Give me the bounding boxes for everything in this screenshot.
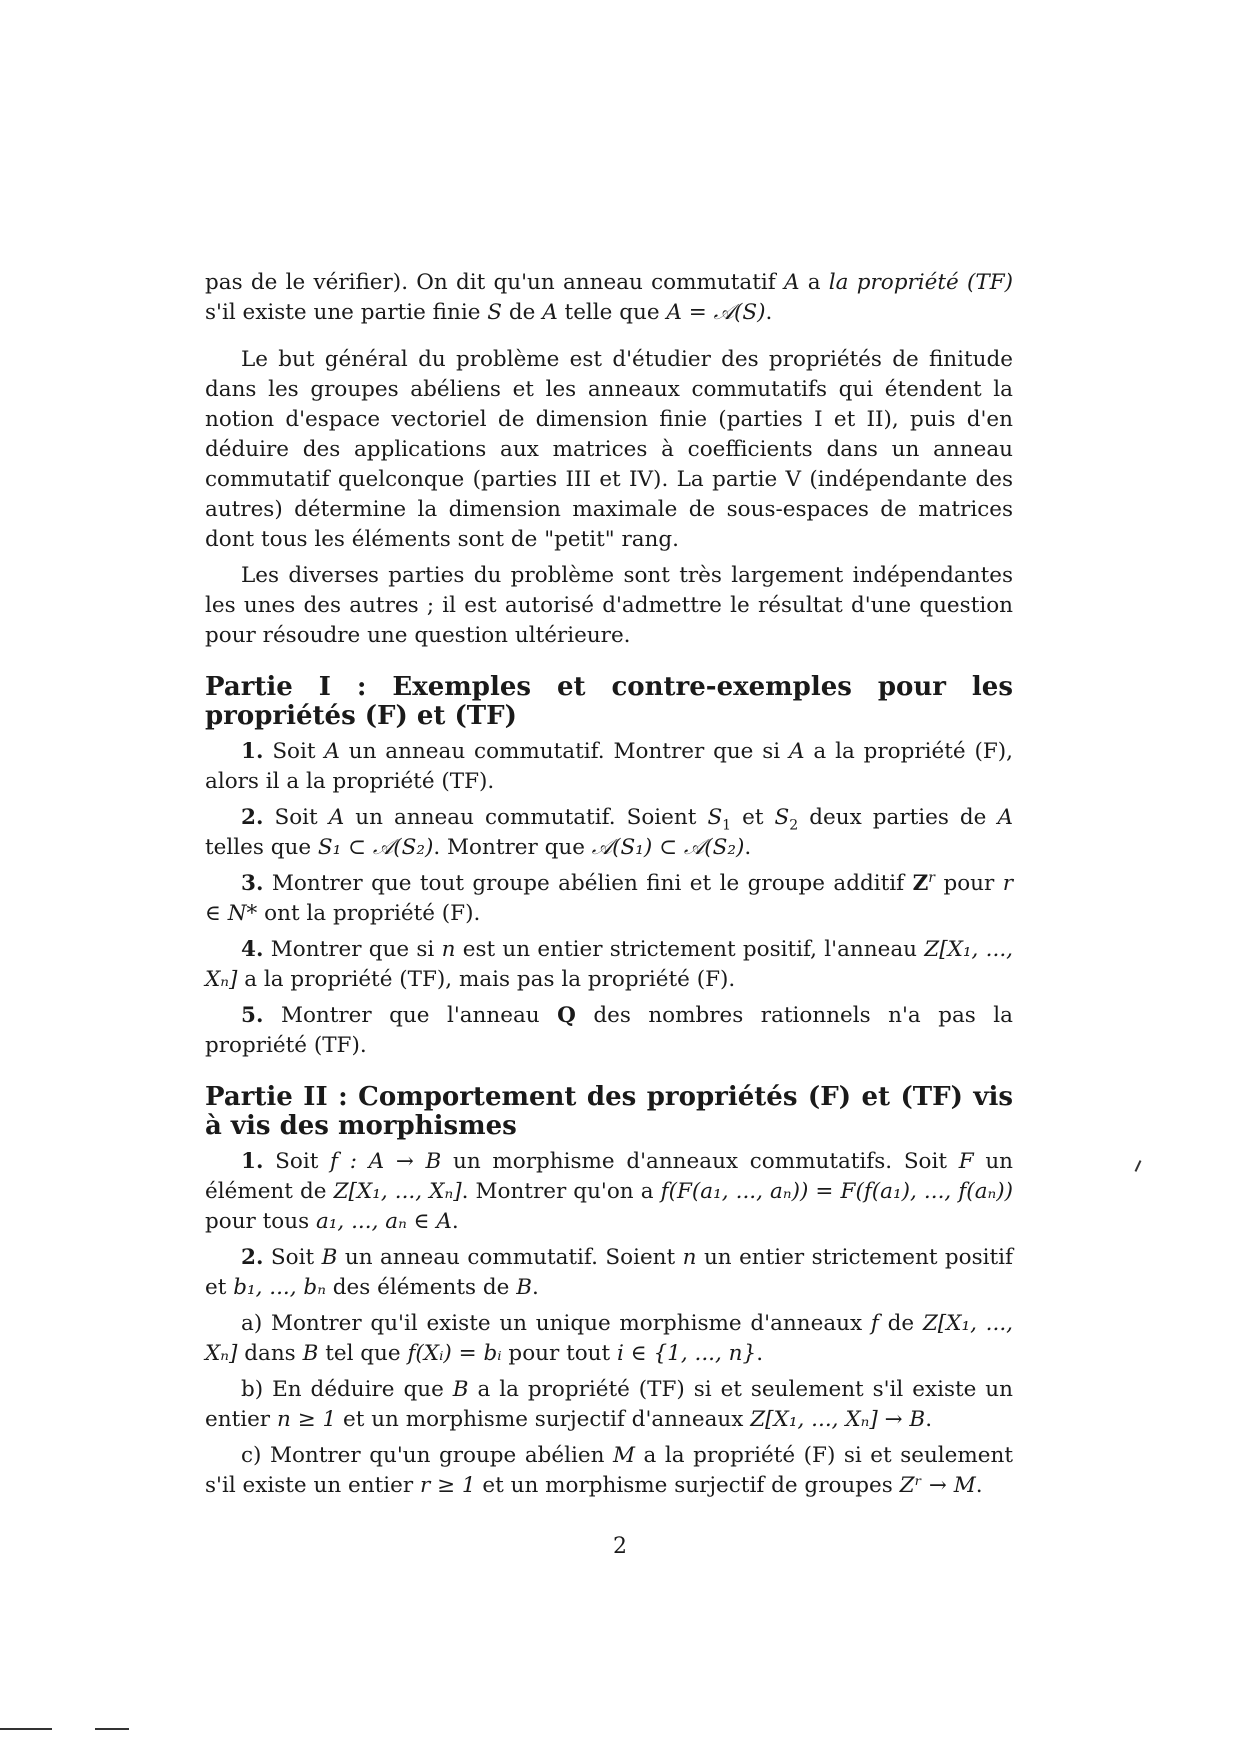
intro-paragraph-1: pas de le vérifier). On dit qu'un anneau commutatif A a la propriété (TF) s'il existe une partie finie S de A telle que A = 𝒜(S).: [205, 270, 1014, 325]
part2-question-2c: c) Montrer qu'un groupe abélien M a la propriété (F) si et seulement s'il existe un entier r ≥ 1 et un morphisme surjectif de groupes Zʳ → M.: [205, 1443, 1014, 1498]
part1-question-5: 5. Montrer que l'anneau Q des nombres rationnels n'a pas la propriété (TF).: [205, 1003, 1013, 1058]
part2-question-2a: a) Montrer qu'il existe un unique morphisme d'anneaux f de Z[X₁, ..., Xₙ] dans B tel que f(Xᵢ) = bᵢ pour tout i ∈ {1, ..., n}.: [205, 1311, 1014, 1366]
intro-paragraph-3: Les diverses parties du problème sont très largement indépendantes les unes des autres ; il est autorisé d'admettre le résultat d'une question pour résoudre une question ultérieure.: [205, 563, 1013, 648]
intro-section: [205, 268, 1013, 1501]
part2-question-1: 1. Soit f : A → B un morphisme d'anneaux commutatifs. Soit F un élément de Z[X₁, ..., Xₙ]. Montrer qu'on a f(F(a₁, ..., aₙ)) = F(f(a₁), ..., f(aₙ)) pour tous a₁, ..., aₙ ∈ A.: [205, 1149, 1014, 1234]
part2-question-2: 2. Soit B un anneau commutatif. Soient n un entier strictement positif et b₁, ..., bₙ des éléments de B.: [205, 1245, 1014, 1300]
scan-edge-mark: [95, 1728, 129, 1730]
intro-paragraph-2: Le but général du problème est d'étudier des propriétés de finitude dans les groupes abéliens et les anneaux commutatifs qui étendent la notion d'espace vectoriel de dimension finie (parties I et II), puis d'en déduire des applications aux matrices à coefficients dans un anneau commutatif quelconque (parties III et IV). La partie V (indépendante des autres) détermine la dimension maximale de sous-espaces de matrices dont tous les éléments sont de "petit" rang.: [205, 347, 1013, 552]
part1-question-3: 3. Montrer que tout groupe abélien fini et le groupe additif $Z^r$ pour r ∈ N* ont la propriété (F).: [205, 869, 1014, 926]
part1-question-2: 2. Soit A un anneau commutatif. Soient $S_1$ et $S_2$ deux parties de A telles que S₁ ⊂ 𝒜(S₂). Montrer que 𝒜(S₁) ⊂ 𝒜(S₂).: [205, 805, 1013, 860]
page-number: 2: [613, 1534, 627, 1559]
scan-edge-mark: [1135, 1160, 1142, 1172]
scan-edge-mark: [0, 1728, 52, 1730]
part1-question-1: 1. Soit A un anneau commutatif. Montrer que si A a la propriété (F), alors il a la propriété (TF).: [205, 739, 1013, 794]
part2-question-2b: b) En déduire que B a la propriété (TF) si et seulement s'il existe un entier n ≥ 1 et un morphisme surjectif d'anneaux Z[X₁, ..., Xₙ] → B.: [205, 1377, 1013, 1432]
part1-title: Partie I : Exemples et contre-exemples pour les propriétés (F) et (TF): [205, 672, 1013, 731]
part2-title: Partie II : Comportement des propriétés (F) et (TF) vis à vis des morphismes: [205, 1082, 1013, 1141]
part1-question-4: 4. Montrer que si n est un entier strictement positif, l'anneau Z[X₁, ..., Xₙ] a la propriété (TF), mais pas la propriété (F).: [205, 937, 1013, 992]
